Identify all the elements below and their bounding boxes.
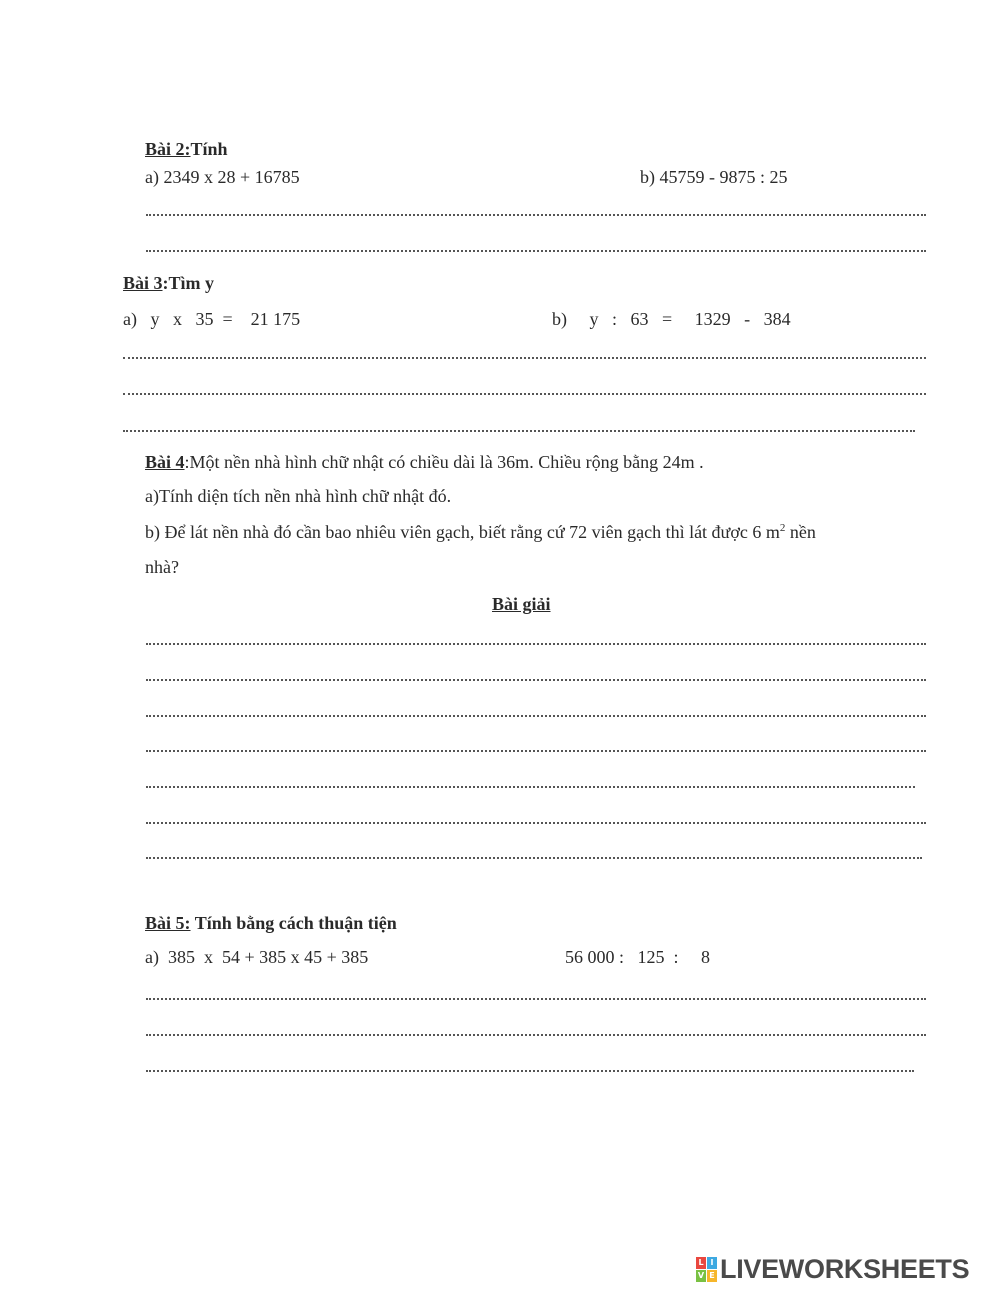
answer-line[interactable] bbox=[146, 857, 922, 859]
exercise-5a: a) 385 x 54 + 385 x 45 + 385 bbox=[145, 947, 369, 967]
answer-line[interactable] bbox=[146, 786, 915, 788]
exercise-3b: b) y : 63 = 1329 - 384 bbox=[552, 309, 791, 329]
exercise-5b: 56 000 : 125 : 8 bbox=[565, 947, 711, 967]
solution-heading: Bài giải bbox=[492, 594, 551, 614]
exercise-4a: a)Tính diện tích nền nhà hình chữ nhật đó. bbox=[145, 486, 452, 506]
exercise-2-title: Tính bbox=[190, 139, 228, 159]
liveworksheets-logo bbox=[696, 1253, 970, 1284]
answer-line[interactable] bbox=[146, 750, 926, 752]
logo-mark-icon bbox=[696, 1257, 717, 1282]
exercise-5-heading bbox=[145, 914, 397, 932]
exercise-3-label: Bài 3 bbox=[123, 273, 163, 293]
logo-text: LIVEWORKSHEETS bbox=[720, 1253, 970, 1284]
logo-mark-letter: I bbox=[707, 1257, 717, 1269]
answer-line[interactable] bbox=[146, 679, 926, 681]
exercise-4-statement: :Một nền nhà hình chữ nhật có chiều dài là 36m. Chiều rộng bằng 24m . bbox=[184, 452, 704, 472]
answer-line[interactable] bbox=[146, 1070, 914, 1072]
answer-line[interactable] bbox=[123, 430, 915, 432]
logo-mark-letter: V bbox=[697, 1270, 705, 1280]
answer-line[interactable] bbox=[146, 250, 926, 252]
exercise-4b bbox=[145, 523, 816, 541]
exercise-4b-superscript: 2 bbox=[779, 522, 786, 534]
exercise-2-label: Bài 2: bbox=[145, 139, 191, 159]
exercise-3-title: :Tìm y bbox=[162, 273, 215, 293]
answer-line[interactable] bbox=[123, 393, 926, 395]
answer-line[interactable] bbox=[146, 715, 926, 717]
exercise-2b: b) 45759 - 9875 : 25 bbox=[640, 167, 788, 187]
exercise-2-heading bbox=[145, 140, 228, 158]
answer-line[interactable] bbox=[146, 822, 926, 824]
exercise-3a: a) y x 35 = 21 175 bbox=[123, 309, 301, 329]
answer-line[interactable] bbox=[146, 1034, 926, 1036]
exercise-4-label: Bài 4 bbox=[145, 452, 185, 472]
exercise-4c: nhà? bbox=[145, 557, 179, 577]
answer-line[interactable] bbox=[123, 357, 926, 359]
exercise-5-title: Tính bằng cách thuận tiện bbox=[190, 913, 397, 933]
exercise-3-heading bbox=[123, 274, 214, 292]
answer-line[interactable] bbox=[146, 643, 926, 645]
logo-mark-letter: E bbox=[707, 1270, 717, 1282]
exercise-2a: a) 2349 x 28 + 16785 bbox=[145, 167, 300, 187]
exercise-5-label: Bài 5: bbox=[145, 913, 191, 933]
logo-mark-letter: L bbox=[696, 1257, 706, 1269]
exercise-4-heading bbox=[145, 453, 704, 471]
exercise-4b-text: b) Để lát nền nhà đó cần bao nhiêu viên gạch, biết rằng cứ 72 viên gạch thì lát được 6 m bbox=[145, 522, 780, 542]
answer-line[interactable] bbox=[146, 998, 926, 1000]
exercise-4b-end: nền bbox=[785, 522, 816, 542]
answer-line[interactable] bbox=[146, 214, 926, 216]
